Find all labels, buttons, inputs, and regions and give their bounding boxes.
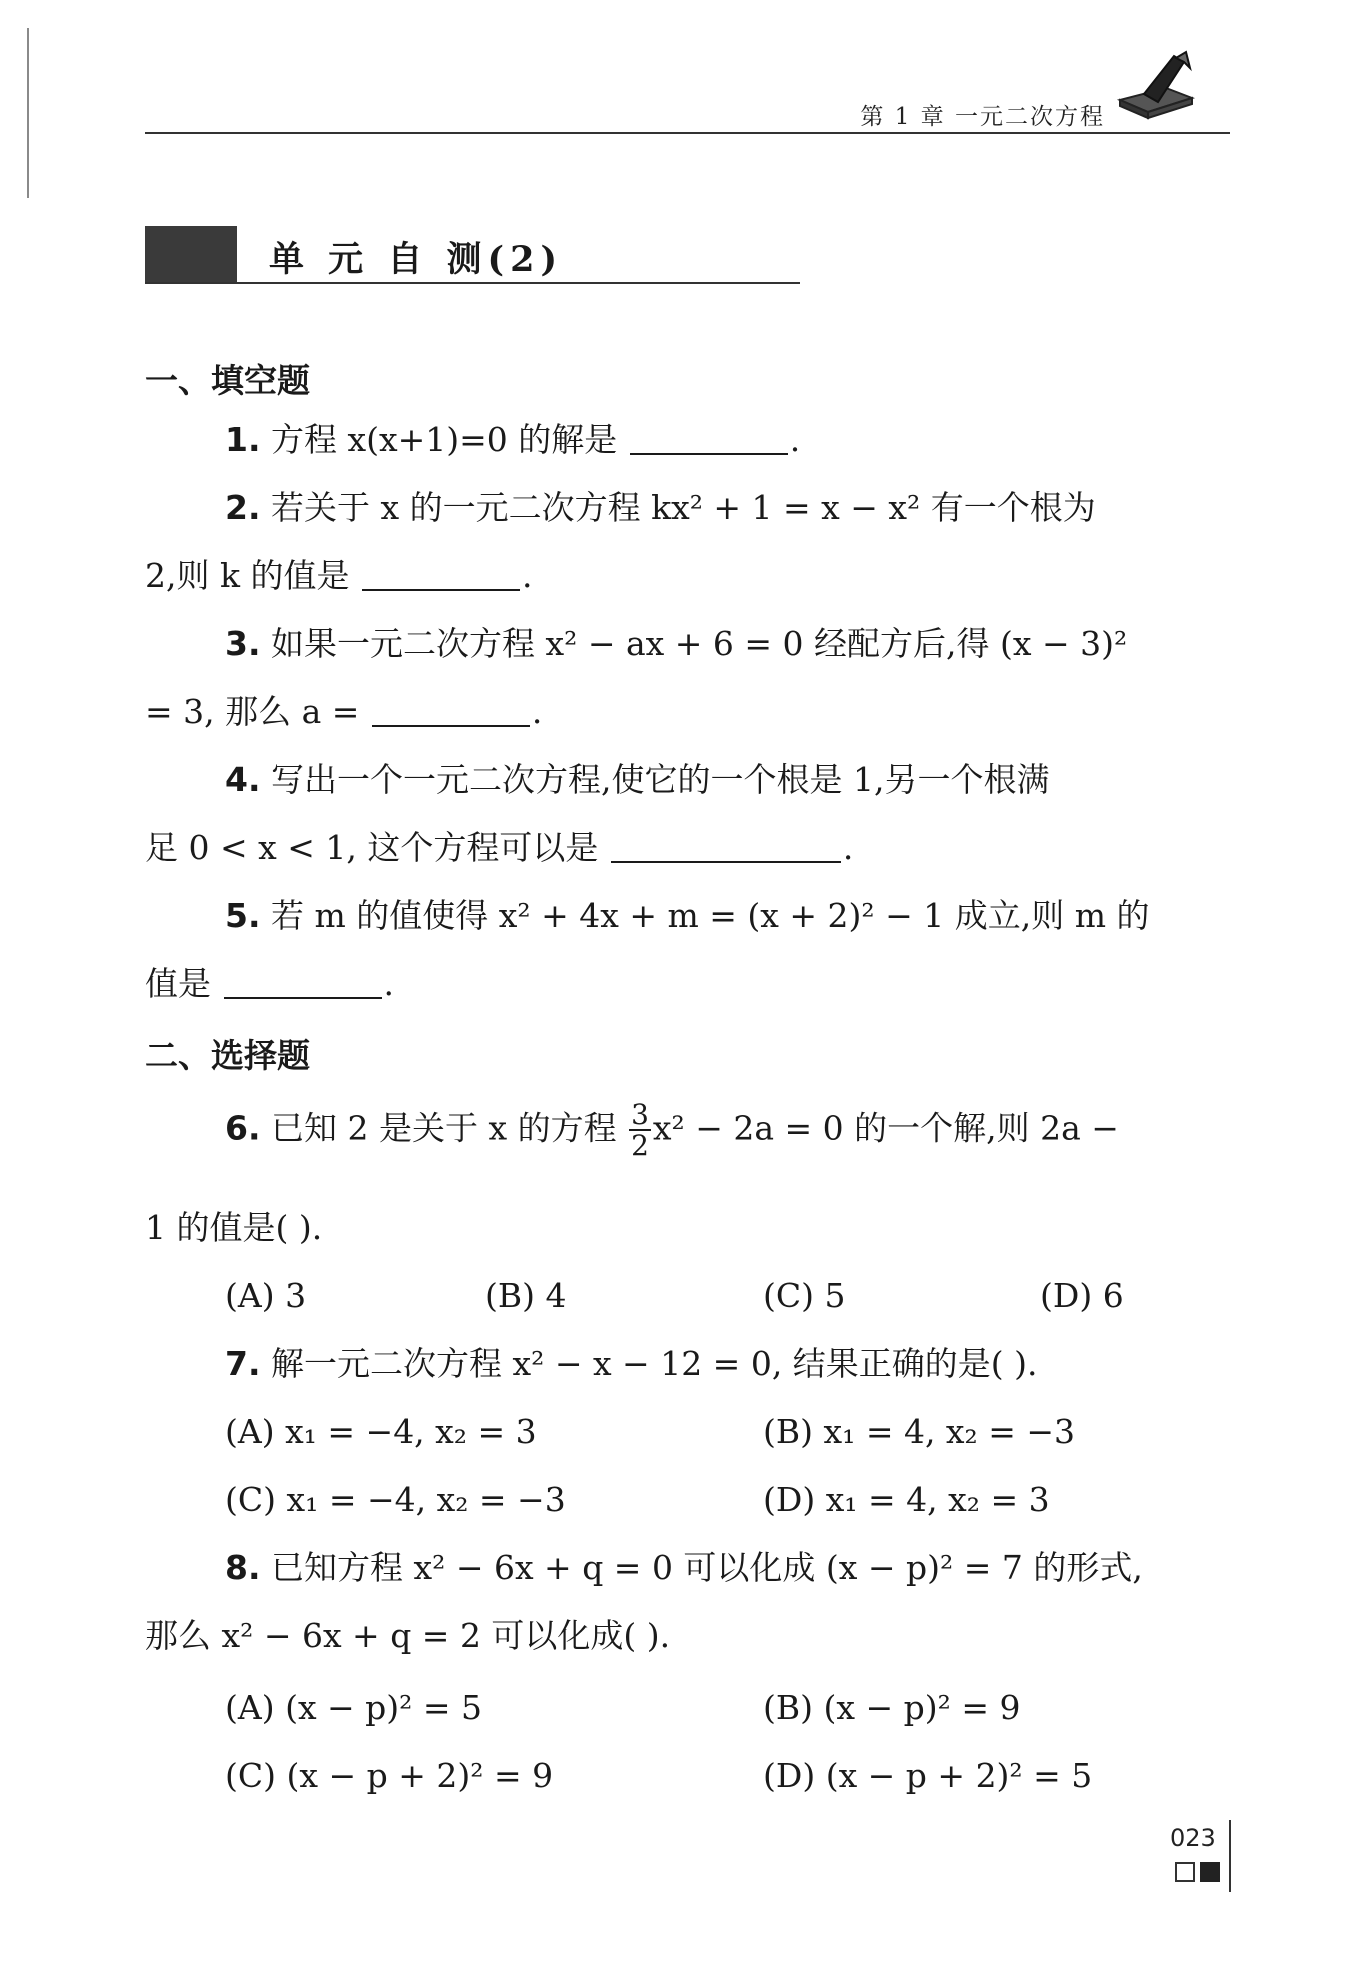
question-8-continued — [145, 1616, 670, 1656]
question-number: 7. — [225, 1344, 261, 1383]
fraction-denominator: 2 — [631, 1129, 649, 1163]
question-text: 足 0 < x < 1, 这个方程可以是 — [145, 828, 599, 867]
section-title-bar — [145, 226, 800, 286]
question-text: 已知 2 是关于 x 的方程 — [271, 1108, 617, 1148]
question-text: = 3, 那么 a = — [145, 692, 360, 731]
question-1 — [225, 420, 800, 460]
q6-option-b: (B) 4 — [485, 1276, 567, 1315]
question-number: 2. — [225, 488, 261, 527]
fraction-numerator: 3 — [631, 1098, 649, 1131]
question-7 — [225, 1344, 1038, 1384]
answer-blank — [630, 425, 788, 455]
question-text: 解一元二次方程 x² − x − 12 = 0, 结果正确的是( ). — [271, 1344, 1038, 1383]
q8-option-a: (A) (x − p)² = 5 — [225, 1688, 483, 1727]
question-text: 写出一个一元二次方程,使它的一个根是 1,另一个根满 — [271, 760, 1050, 799]
question-5-continued — [145, 964, 394, 1004]
running-header — [145, 90, 1230, 134]
section-marker-block — [145, 226, 237, 282]
answer-blank — [362, 561, 520, 591]
period: . — [383, 964, 394, 1003]
answer-blank — [372, 697, 530, 727]
outline-square-icon — [1175, 1862, 1195, 1882]
question-text: 若 m 的值使得 x² + 4x + m = (x + 2)² − 1 成立,则 m 的 — [271, 896, 1150, 935]
question-text: 1 的值是( ). — [145, 1208, 323, 1247]
question-8 — [225, 1548, 1143, 1588]
q8-option-c: (C) (x − p + 2)² = 9 — [225, 1756, 554, 1795]
question-text: 2,则 k 的值是 — [145, 556, 350, 595]
question-6-continued — [145, 1208, 322, 1248]
heading-multiple-choice: 二、选择题 — [145, 1036, 310, 1075]
question-text: 已知方程 x² − 6x + q = 0 可以化成 (x − p)² = 7 的形式, — [271, 1548, 1143, 1587]
heading-fill-in: 一、填空题 — [145, 361, 310, 400]
question-number: 4. — [225, 760, 261, 799]
period: . — [521, 556, 533, 595]
period: . — [789, 420, 801, 459]
question-text: 如果一元二次方程 x² − ax + 6 = 0 经配方后,得 (x − 3)² — [271, 624, 1128, 663]
question-number: 1. — [225, 420, 261, 459]
question-text: 那么 x² − 6x + q = 2 可以化成( ). — [145, 1616, 671, 1655]
q6-option-a: (A) 3 — [225, 1276, 307, 1315]
chapter-title: 第 1 章 一元二次方程 — [860, 104, 1105, 130]
question-4-continued — [145, 828, 853, 868]
q7-option-a: (A) x₁ = −4, x₂ = 3 — [225, 1412, 537, 1451]
footer-rule — [1229, 1820, 1231, 1892]
q6-option-c: (C) 5 — [763, 1276, 846, 1315]
question-5 — [225, 896, 1149, 936]
page-number: 023 — [1170, 1824, 1216, 1852]
question-6 — [225, 1100, 1119, 1161]
question-number: 3. — [225, 624, 261, 663]
question-number: 6. — [225, 1108, 261, 1148]
period: . — [531, 692, 543, 731]
question-number: 5. — [225, 896, 261, 935]
question-text: 若关于 x 的一元二次方程 kx² + 1 = x − x² 有一个根为 — [271, 488, 1096, 527]
section-rule — [145, 282, 800, 284]
q8-option-d: (D) (x − p + 2)² = 5 — [763, 1756, 1093, 1795]
answer-blank — [611, 833, 841, 863]
binding-edge — [27, 28, 29, 198]
question-3 — [225, 624, 1127, 664]
period: . — [842, 828, 854, 867]
q6-option-d: (D) 6 — [1040, 1276, 1124, 1315]
q7-option-c: (C) x₁ = −4, x₂ = −3 — [225, 1480, 566, 1519]
header-rule — [145, 132, 1230, 134]
question-text: 方程 x(x+1)=0 的解是 — [271, 420, 618, 459]
q7-option-d: (D) x₁ = 4, x₂ = 3 — [763, 1480, 1050, 1519]
section-title: 单 元 自 测(2) — [269, 239, 564, 280]
filled-square-icon — [1200, 1862, 1220, 1882]
fraction — [629, 1100, 651, 1161]
question-text: x² − 2a = 0 的一个解,则 2a − — [652, 1108, 1119, 1148]
question-4 — [225, 760, 1049, 800]
question-text: 值是 — [145, 964, 211, 1003]
q8-option-b: (B) (x − p)² = 9 — [763, 1688, 1021, 1727]
q7-option-b: (B) x₁ = 4, x₂ = −3 — [763, 1412, 1076, 1451]
question-number: 8. — [225, 1548, 261, 1587]
question-3-continued — [145, 692, 542, 732]
question-2-continued — [145, 556, 532, 596]
book-icon — [1114, 48, 1200, 128]
question-2 — [225, 488, 1096, 528]
answer-blank — [224, 969, 382, 999]
